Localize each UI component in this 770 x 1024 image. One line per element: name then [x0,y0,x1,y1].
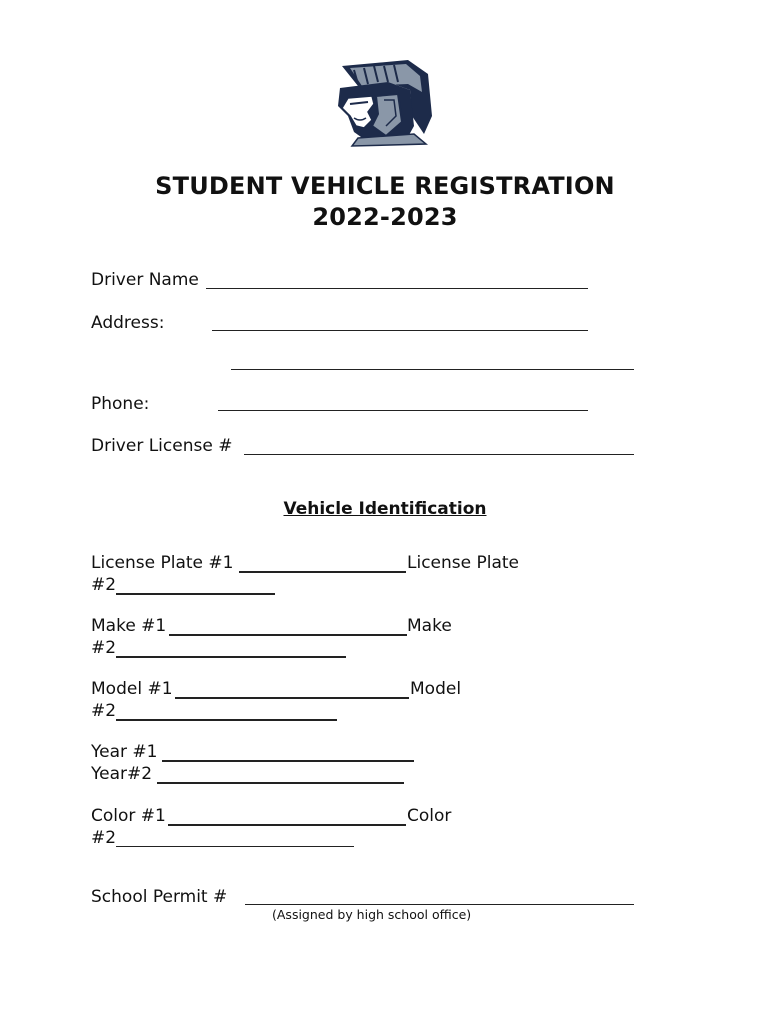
driver-license-label: Driver License # [91,436,233,456]
color-2-label-cont: #2 [91,828,117,848]
driver-name-label: Driver Name [91,270,199,290]
phone-label: Phone: [91,394,150,414]
school-permit-label: School Permit # [91,887,228,907]
model-1-field[interactable] [175,697,409,699]
page-title: STUDENT VEHICLE REGISTRATION [155,172,615,200]
school-permit-field[interactable] [245,904,634,905]
model-2-field[interactable] [116,719,337,721]
spartan-helmet-logo [328,56,438,148]
phone-field[interactable] [218,410,588,411]
year-2-field[interactable] [157,782,404,784]
make-1-field[interactable] [169,634,407,636]
license-plate-2-field[interactable] [116,593,275,595]
make-2-field[interactable] [116,656,346,658]
license-plate-1-label: License Plate #1 [91,553,234,573]
make-1-label: Make #1 [91,616,167,636]
color-2-field[interactable] [116,846,354,847]
address-field-line-1[interactable] [212,330,588,331]
page-subtitle-year: 2022-2023 [312,203,458,231]
license-plate-1-field[interactable] [239,571,406,573]
year-2-label: Year#2 [91,764,153,784]
make-2-label: Make [407,616,452,636]
driver-name-field[interactable] [206,288,588,289]
model-1-label: Model #1 [91,679,173,699]
vehicle-identification-heading: Vehicle Identification [283,499,487,519]
license-plate-2-label: License Plate [407,553,520,573]
model-2-label: Model [410,679,462,699]
color-2-label: Color [407,806,452,826]
license-plate-2-label-cont: #2 [91,575,117,595]
year-1-label: Year #1 [91,742,158,762]
driver-license-field[interactable] [244,454,634,455]
model-2-label-cont: #2 [91,701,117,721]
color-1-label: Color #1 [91,806,166,826]
address-label: Address: [91,313,165,333]
make-2-label-cont: #2 [91,638,117,658]
year-1-field[interactable] [162,760,414,762]
color-1-field[interactable] [168,824,406,826]
address-field-line-2[interactable] [231,369,634,370]
school-permit-note: (Assigned by high school office) [272,907,472,922]
